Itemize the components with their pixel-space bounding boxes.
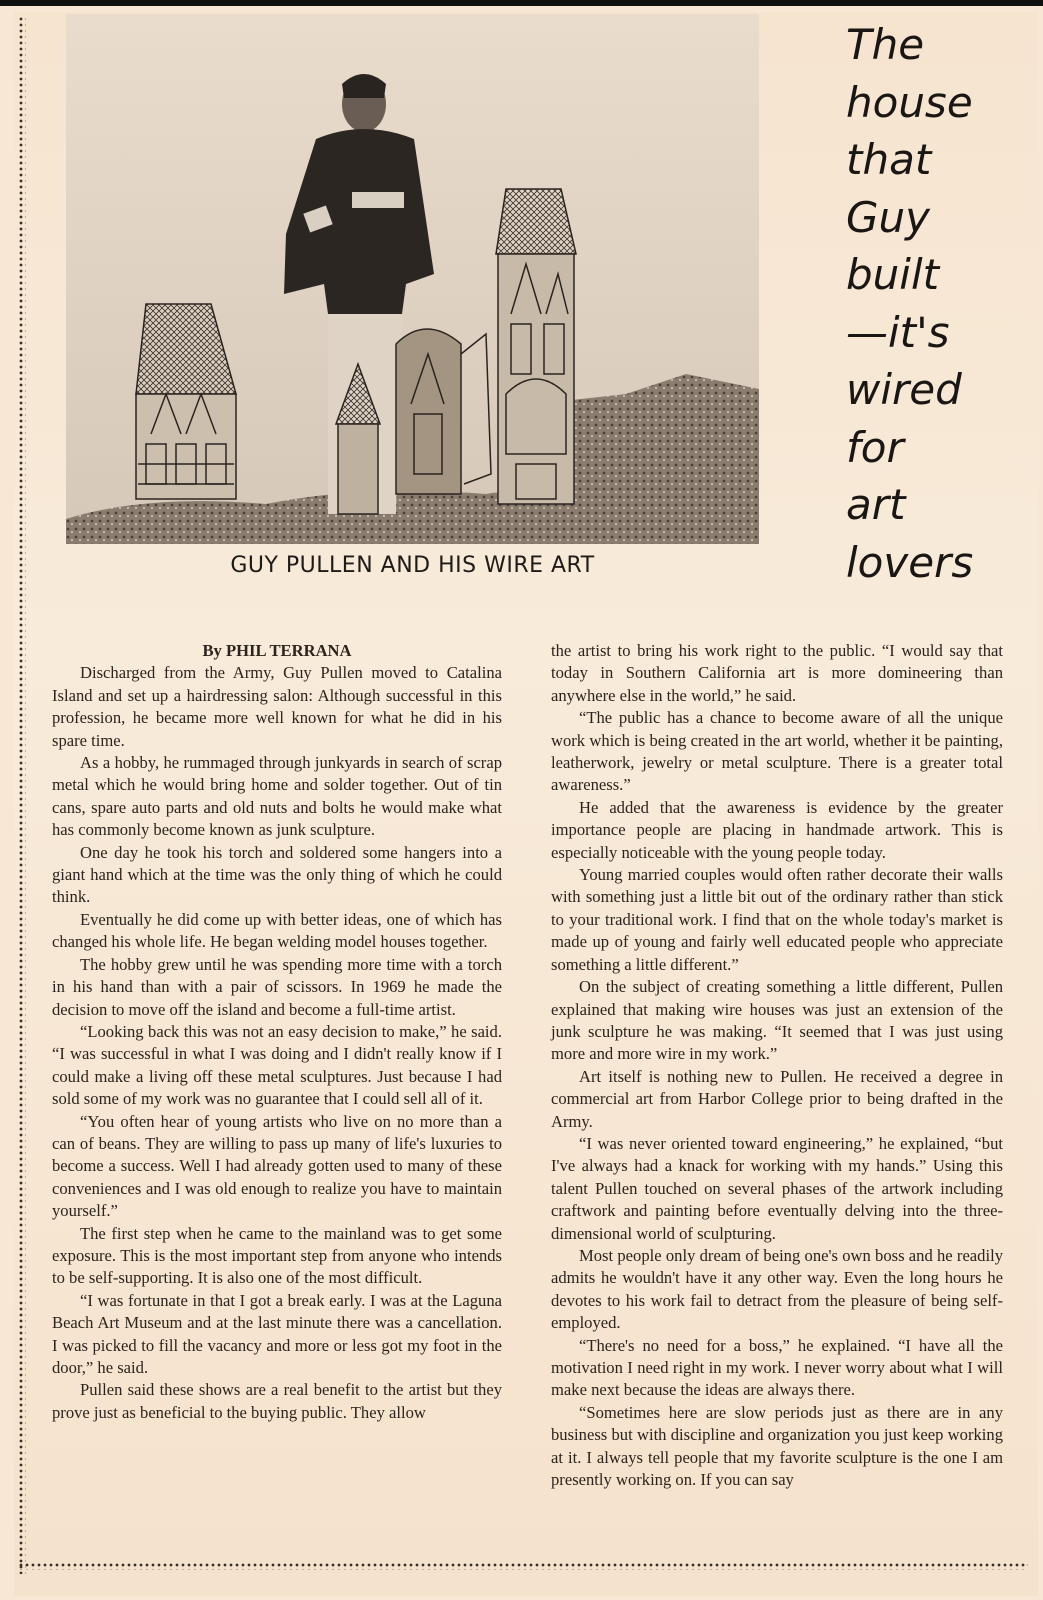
paragraph: He added that the awareness is evidence by the greater importance people are placing in handmade artwork. This is especially noticeable with the young people today. (551, 797, 1003, 862)
byline: By PHIL TERRANA (202, 641, 352, 660)
headline-line: The (846, 20, 925, 69)
paragraph: One day he took his torch and soldered some hangers into a giant hand which at the time was the only thing of which he could think. (52, 842, 502, 907)
dotted-border-left (18, 16, 26, 1574)
paragraph: “There's no need for a boss,” he explained. “I have all the motivation I need right in my work. I never worry about what I will make next because the ideas are always there. (551, 1335, 1003, 1400)
wire-house-right (496, 189, 576, 504)
headline (846, 16, 1026, 591)
paragraph: the artist to bring his work right to the public. “I would say that today in Southern California art is more domineering than anywhere else in the world,” he said. (551, 641, 1003, 705)
paragraph: As a hobby, he rummaged through junkyards in search of scrap metal which he would bring home and solder together. Out of tin cans, spare auto parts and old nuts and bolts he would make what has commonly become known as junk sculpture. (52, 753, 502, 840)
paragraph: On the subject of creating something a little different, Pullen explained that making wire houses was just an extension of the junk sculpture he was making. “It seemed that I was just using more and more wire in my work.” (551, 977, 1003, 1064)
paragraph: “Looking back this was not an easy decision to make,” he said. “I was successful in what I was doing and I didn't really know if I could make a living off these metal sculptures. Just because I had sold some of my work was no guarantee that I could sell all of it. (52, 1021, 502, 1109)
article-column-left (52, 640, 502, 1424)
paragraph: “The public has a chance to become aware of all the unique work which is being created in the art world, whether it be painting, leatherwork, jewelry or metal sculpture. There is a greater total awareness.” (551, 708, 1003, 795)
paragraph: “I was fortunate in that I got a break early. I was at the Laguna Beach Art Museum and at the last minute there was a cancellation. I was picked to fill the vacancy and more or less got my foot in the door,” he said. (52, 1290, 502, 1377)
scan-top-edge (0, 0, 1043, 6)
paragraph: Most people only dream of being one's own boss and he readily admits he wouldn't have it any other way. Even the long hours he devotes to his work fail to detract from the pleasure of being self-employed. (551, 1245, 1003, 1333)
headline-line: art (846, 480, 906, 529)
dotted-border-bottom (18, 1562, 1028, 1570)
headline-line: wired (846, 365, 962, 414)
wire-art-photo-illustration (66, 14, 759, 544)
paragraph: “Sometimes here are slow periods just as there are in any business but with discipline and organization you just keep working at it. I always tell people that my favorite sculpture is the one I am presently working on. If you can say (551, 1402, 1003, 1490)
article-column-right (551, 640, 1003, 1491)
headline-line: built (846, 250, 940, 299)
headline-line: house (846, 77, 973, 127)
paragraph: The first step when he came to the mainland was to get some exposure. This is the most important step from anyone who intends to be self-supporting. It is also one of the most difficult. (52, 1223, 502, 1288)
headline-line: lovers (846, 537, 974, 587)
paragraph: Pullen said these shows are a real benefit to the artist but they prove just as beneficial to the buying public. They allow (52, 1380, 502, 1422)
article-photo (66, 14, 759, 544)
paragraph: “You often hear of young artists who live on no more than a can of beans. They are willing to pass up many of life's luxuries to become a success. Well I had already gotten used to many of these conveniences and I was old enough to realize you have to maintain yourself.” (52, 1111, 502, 1221)
headline-line: that (846, 135, 932, 184)
paragraph: “I was never oriented toward engineering,” he explained, “but I've always had a knack for working with my hands.” Using this talent Pullen touched on several phases of the artwork including craftwork and painting before eventually delving into the three-dimensional world of sculpturing. (551, 1133, 1003, 1243)
paragraph: Young married couples would often rather decorate their walls with something just a little bit out of the ordinary rather than stick to your traditional work. I find that on the whole today's market is made up of young and fairly well educated people who appreciate something a little different.” (551, 865, 1003, 974)
photo-caption: GUY PULLEN AND HIS WIRE ART (230, 553, 595, 578)
paragraph: Discharged from the Army, Guy Pullen moved to Catalina Island and set up a hairdressing salon: Although successful in this profession, he became more well known for what he did in his spare time. (52, 663, 502, 750)
headline-line: Guy (846, 192, 931, 242)
paragraph: Eventually he did come up with better ideas, one of which has changed his whole life. He began welding model houses together. (52, 909, 502, 952)
paragraph: The hobby grew until he was spending more time with a torch in his hand than with a pair of scissors. In 1969 he made the decision to move off the island and become a full-time artist. (52, 954, 502, 1019)
headline-line: —it's (846, 307, 950, 357)
headline-line: for (846, 422, 904, 472)
paragraph: Art itself is nothing new to Pullen. He received a degree in commercial art from Harbor College prior to being drafted in the Army. (551, 1066, 1003, 1131)
